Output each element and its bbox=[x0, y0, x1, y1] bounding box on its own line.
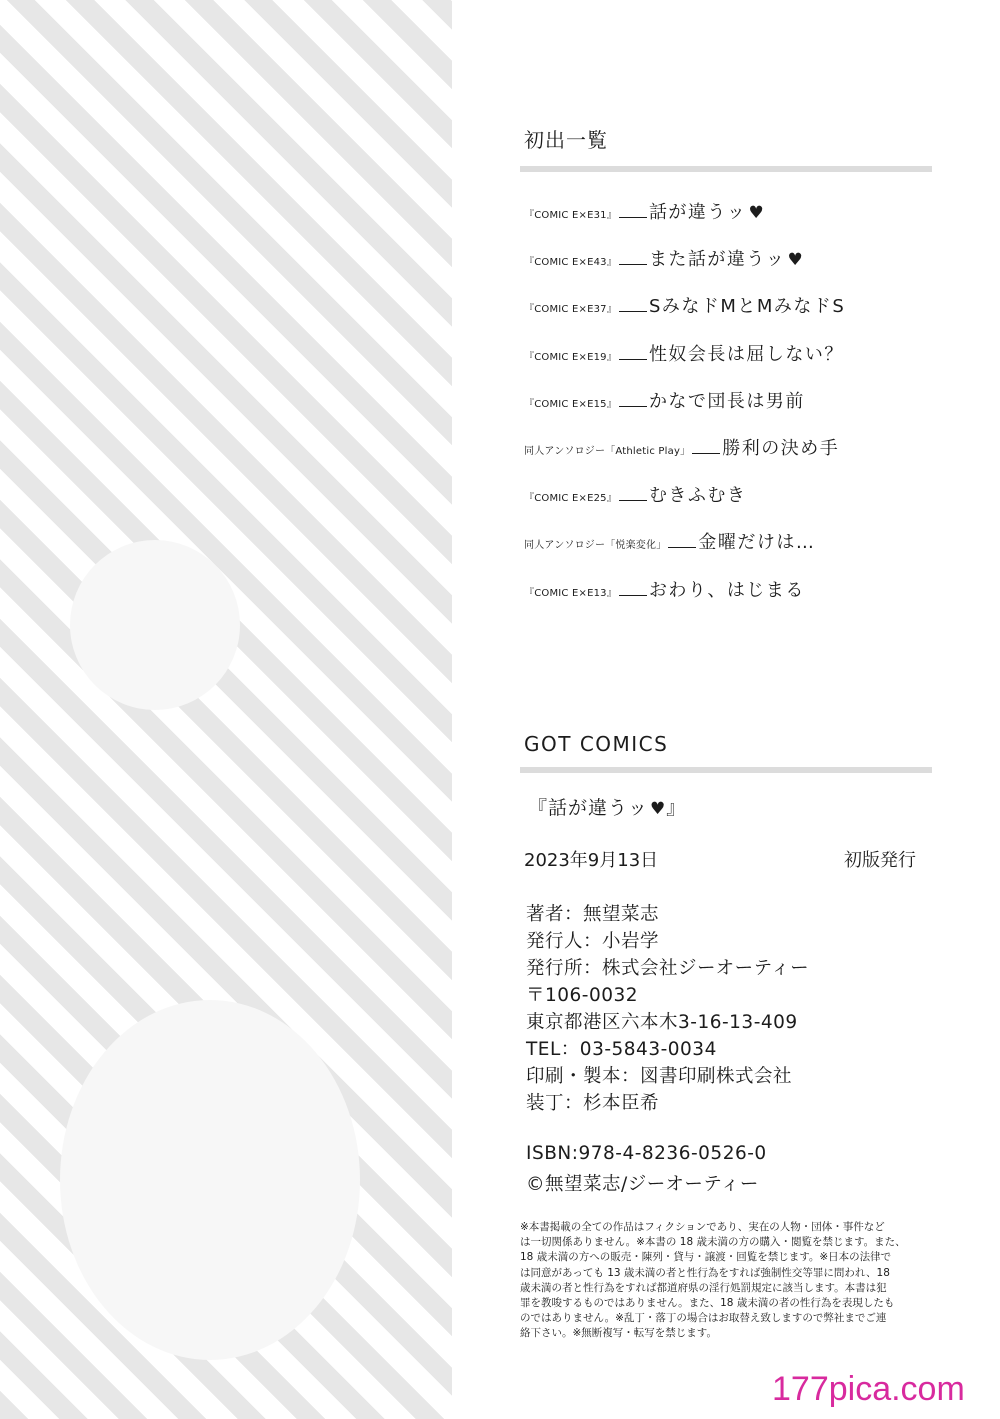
imprint-divider bbox=[520, 767, 932, 773]
legal-notice bbox=[520, 1220, 930, 1342]
credit-publisher: 発行所：株式会社ジーオーティー bbox=[526, 958, 810, 979]
story-title: 話が違うッ bbox=[648, 202, 747, 223]
separator-line bbox=[619, 358, 647, 360]
first-appearance-heading: 初出一覧 bbox=[524, 128, 608, 152]
publication-date: 2023年9月13日 bbox=[524, 850, 659, 871]
source-magazine: 『COMIC E×E43』 bbox=[524, 257, 617, 269]
story-title: おわり、はじまる bbox=[648, 579, 805, 601]
source-magazine: 同人アンソロジー「Athletic Play」 bbox=[524, 446, 691, 457]
source-magazine: 『COMIC E×E31』 bbox=[524, 210, 617, 221]
heading-divider bbox=[520, 166, 932, 172]
separator-line bbox=[619, 405, 647, 407]
credit-phone: TEL：03-5843-0034 bbox=[526, 1039, 717, 1060]
notice-line: ※本書掲載の全ての作品はフィクションであり、実在の人物・団体・事件など bbox=[520, 1221, 885, 1233]
book-title bbox=[528, 793, 686, 820]
credit-publisher-person: 発行人：小岩学 bbox=[526, 931, 660, 952]
character-silhouette-body bbox=[60, 1000, 360, 1360]
story-title: 金曜だけは… bbox=[698, 532, 816, 554]
notice-line: 歳未満の者と性行為をすれば都道府県の淫行処罰規定に該当します。本書は犯 bbox=[520, 1281, 887, 1294]
notice-line: 絡下さい。※無断複写・転写を禁じます。 bbox=[520, 1327, 717, 1340]
book-title-close: 』 bbox=[666, 797, 687, 819]
edition-label: 初版発行 bbox=[844, 850, 916, 871]
story-title: SみなドMとMみなドS bbox=[648, 296, 846, 318]
colophon-content bbox=[520, 0, 934, 1419]
credit-printing: 印刷・製本：図書印刷株式会社 bbox=[526, 1066, 793, 1087]
source-magazine: 『COMIC E×E15』 bbox=[524, 398, 617, 410]
story-title: むきふむき bbox=[648, 485, 747, 507]
imprint-title: GOT COMICS bbox=[524, 732, 669, 756]
first-appearance-item bbox=[524, 434, 839, 460]
separator-line bbox=[619, 499, 647, 501]
first-appearance-item bbox=[524, 528, 815, 554]
heart-icon: ♥ bbox=[650, 799, 667, 819]
source-magazine: 同人アンソロジー「悦楽変化」 bbox=[524, 540, 667, 552]
credit-postal-code: 〒106-0032 bbox=[526, 985, 639, 1006]
striped-background-panel bbox=[0, 0, 452, 1419]
story-title: かなで団長は男前 bbox=[648, 390, 805, 412]
first-appearance-item bbox=[524, 576, 805, 602]
separator-line bbox=[619, 263, 647, 265]
notice-line: 18 歳未満の方への販売・陳列・貸与・譲渡・回覧を禁じます。※日本の法律で bbox=[520, 1251, 892, 1264]
notice-line: 罪を教唆するものではありません。また、18 歳未満の者の性行為を表現したも bbox=[520, 1297, 895, 1310]
first-appearance-item bbox=[524, 292, 845, 318]
story-title: 性奴会長は屈しない？ bbox=[648, 343, 844, 365]
publication-date-row bbox=[524, 846, 916, 872]
first-appearance-item bbox=[524, 481, 746, 507]
heart-icon: ♥ bbox=[748, 203, 764, 223]
heart-icon: ♥ bbox=[787, 250, 803, 271]
first-appearance-item bbox=[524, 387, 805, 413]
source-magazine: 『COMIC E×E37』 bbox=[524, 304, 617, 316]
notice-line: は同意があっても 13 歳未満の者と性行為をすれば強制性交等罪に問われ、18 bbox=[520, 1266, 890, 1279]
character-silhouette bbox=[70, 540, 240, 710]
copyright: ©無望菜志/ジーオーティー bbox=[526, 1174, 759, 1195]
source-magazine: 『COMIC E×E19』 bbox=[524, 351, 617, 363]
book-title-text: 『話が違うッ bbox=[528, 797, 649, 819]
first-appearance-item bbox=[524, 245, 803, 271]
separator-line bbox=[619, 594, 647, 596]
first-appearance-item bbox=[524, 340, 844, 366]
credit-author: 著者：無望菜志 bbox=[526, 904, 660, 925]
site-watermark: 177pica.com bbox=[772, 1370, 965, 1408]
separator-line bbox=[692, 452, 720, 454]
notice-line: のではありません。※乱丁・落丁の場合はお取替え致しますので弊社までご連 bbox=[520, 1312, 887, 1325]
separator-line bbox=[619, 216, 647, 218]
story-title: また話が違うッ bbox=[648, 249, 786, 271]
separator-line bbox=[619, 310, 647, 312]
source-magazine: 『COMIC E×E25』 bbox=[524, 493, 617, 505]
credit-address: 東京都港区六本木3-16-13-409 bbox=[526, 1012, 798, 1033]
isbn: ISBN:978-4-8236-0526-0 bbox=[526, 1143, 767, 1164]
story-title: 勝利の決め手 bbox=[722, 438, 840, 459]
first-appearance-item bbox=[524, 198, 764, 224]
separator-line bbox=[668, 546, 696, 548]
credit-design: 装丁：杉本臣希 bbox=[526, 1093, 660, 1114]
notice-line: は一切関係ありません。※本書の 18 歳未満の方の購入・閲覧を禁じます。また、 bbox=[520, 1236, 906, 1249]
source-magazine: 『COMIC E×E13』 bbox=[524, 587, 617, 599]
